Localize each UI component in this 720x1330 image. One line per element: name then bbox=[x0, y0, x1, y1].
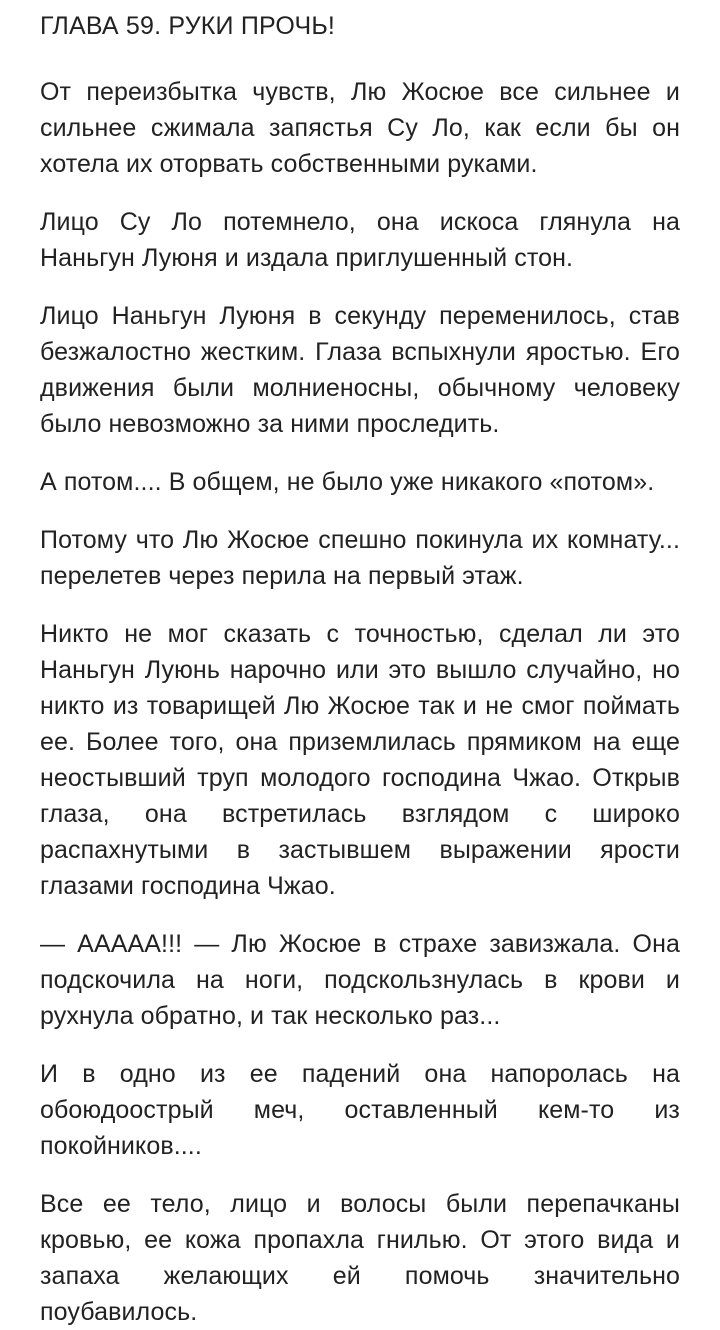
paragraph: И в одно из ее падений она напоролась на обоюдоострый меч, оставленный кем-то из покойников.... bbox=[40, 1060, 680, 1160]
paragraph: Никто не мог сказать с точностью, сделал ли это Наньгун Луюнь нарочно или это вышло случайно, но никто из товарищей Лю Жосюе так и не смог поймать ее. Более того, она приземлилась прямиком на еще неостывший труп молодого господина Чжао. Открыв глаза, она встретилась взглядом с широко распахнутыми в застывшем выражении ярости глазами господина Чжао. bbox=[40, 620, 680, 900]
paragraph: Все ее тело, лицо и волосы были перепачканы кровью, ее кожа пропахла гнилью. От этого вида и запаха желающих ей помочь значительно поубавилось. bbox=[40, 1190, 680, 1326]
paragraph: А потом.... В общем, не было уже никакого «потом». bbox=[40, 468, 655, 496]
paragraph: Лицо Су Ло потемнело, она искоса глянула на Наньгун Луюня и издала приглушенный стон. bbox=[40, 208, 680, 272]
paragraph: Лицо Наньгун Луюня в секунду переменилось, став безжалостно жестким. Глаза вспыхнули яростью. Его движения были молниеносны, обычному человеку было невозможно за ними проследить. bbox=[40, 302, 680, 438]
chapter-title: ГЛАВА 59. РУКИ ПРОЧЬ! bbox=[40, 12, 336, 40]
paragraph: Потому что Лю Жосюе спешно покинула их комнату... перелетев через перила на первый этаж. bbox=[40, 526, 680, 590]
paragraph: — ААААА!!! — Лю Жосюе в страхе завизжала. Она подскочила на ноги, подскользнулась в крови и рухнула обратно, и так несколько раз... bbox=[40, 930, 680, 1030]
paragraph: От переизбытка чувств, Лю Жосюе все сильнее и сильнее сжимала запястья Су Ло, как если бы он хотела их оторвать собственными руками. bbox=[40, 78, 680, 178]
